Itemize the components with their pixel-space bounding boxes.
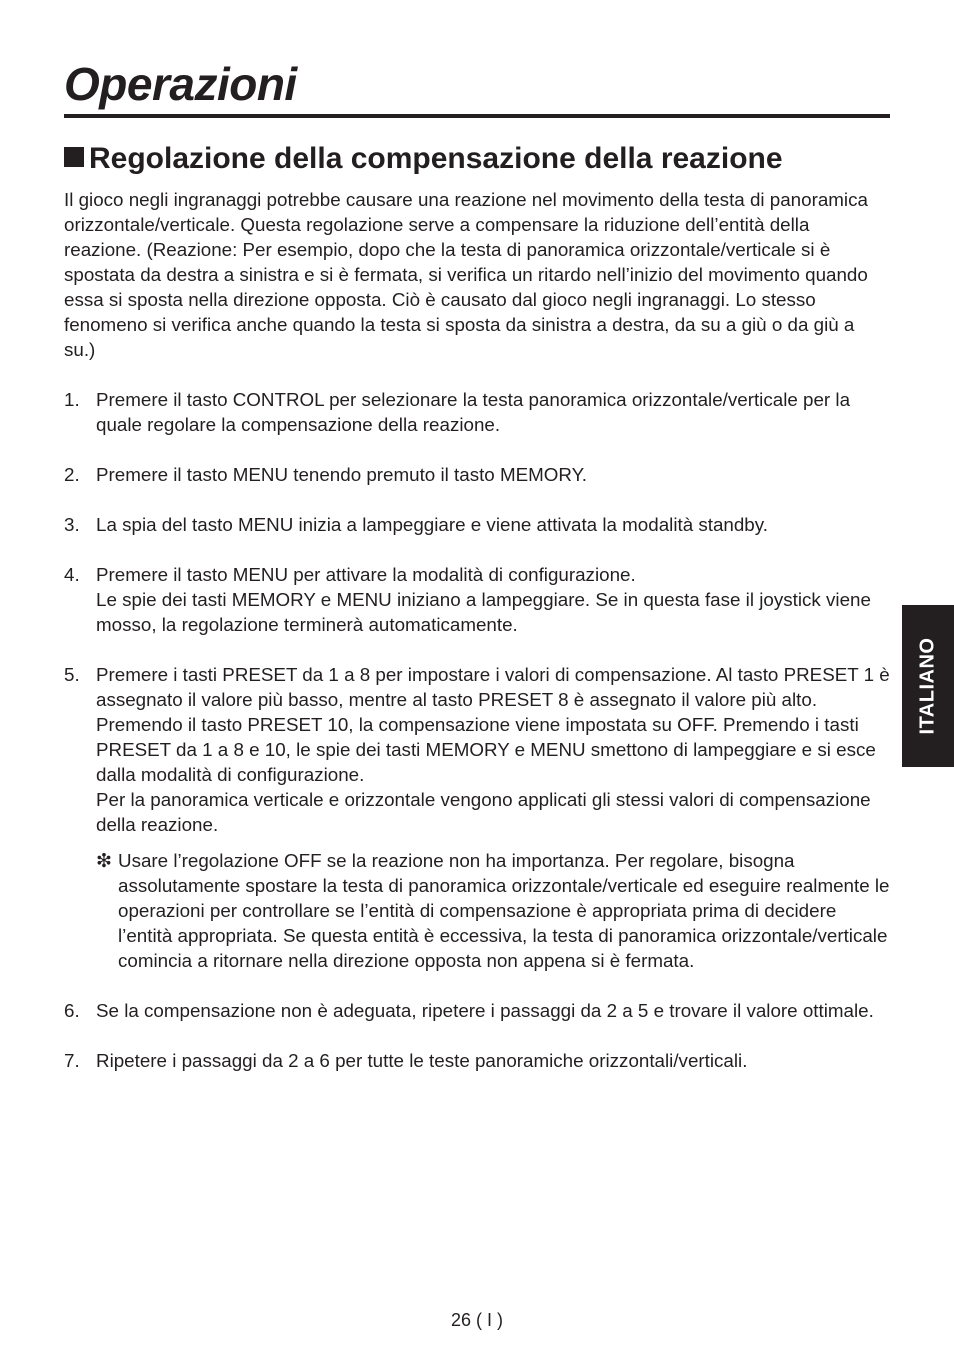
step-number: 7. [64, 1050, 80, 1071]
intro-paragraph: Il gioco negli ingranaggi potrebbe causare una reazione nel movimento della testa di panoramica orizzontale/verticale. Questa regolazione serve a compensare la riduzione dell’entità della reazione. (Reazione: Per esempio, dopo che la testa di panoramica orizzontale/verticale si è spostata da destra a sinistra e si è fermata, si verifica un ritardo nell’inizio del movimento quando essa si sposta nella direzione opposta. Ciò è causato dal gioco negli ingranaggi. Lo stesso fenomeno si verifica anche quando la testa si sposta da sinistra a destra, da su a giù o da giù a su.) [64, 189, 868, 360]
note-text: Usare l’regolazione OFF se la reazione non ha importanza. Per regolare, bisogna assolutamente spostare la testa di panoramica orizzontale/verticale ed eseguire realmente le operazioni per controllare se l’entità di compensazione è appropriata prima di decidere l’entità appropriata. Se questa entità è eccessiva, la testa di panoramica orizzontale/verticale comincia a ritornare nella direzione opposta non appena si è fermata. [118, 850, 890, 971]
section-heading-text: Regolazione della compensazione della reazione [89, 142, 783, 175]
square-bullet-icon [64, 147, 84, 167]
language-label: ITALIANO [916, 637, 939, 735]
step-text: Per la panoramica verticale e orizzontale vengono applicati gli stessi valori di compensazione della reazione. [96, 789, 871, 835]
title-rule [64, 114, 890, 118]
step-number: 1. [64, 389, 80, 410]
main-content [64, 187, 890, 1098]
section-heading [64, 139, 783, 179]
step-item [64, 998, 890, 1023]
step-text: Se la compensazione non è adeguata, ripetere i passaggi da 2 a 5 e trovare il valore ottimale. [96, 1000, 874, 1021]
step-number: 4. [64, 564, 80, 585]
step-text: Ripetere i passaggi da 2 a 6 per tutte le teste panoramiche orizzontali/verticali. [96, 1050, 748, 1071]
step-text: Premere il tasto CONTROL per selezionare la testa panoramica orizzontale/verticale per la quale regolare la compensazione della reazione. [96, 389, 851, 435]
step-text: Le spie dei tasti MEMORY e MENU iniziano a lampeggiare. Se in questa fase il joystick viene mosso, la regolazione terminerà automaticamente. [96, 589, 871, 635]
step-text: La spia del tasto MENU inizia a lampeggiare e viene attivata la modalità standby. [96, 514, 768, 535]
step-item [64, 387, 890, 437]
step-item [64, 1048, 890, 1073]
step-number: 5. [64, 664, 80, 685]
step-note [96, 848, 890, 973]
step-text: Premere il tasto MENU per attivare la modalità di configurazione. [96, 564, 636, 585]
step-item [64, 512, 890, 537]
steps-list [64, 387, 890, 1073]
step-number: 3. [64, 514, 80, 535]
page-number: 26 ( I ) [450, 1310, 503, 1330]
step-item [64, 562, 890, 637]
step-item [64, 462, 890, 487]
language-side-tab [902, 605, 954, 767]
page-title: Operazioni [64, 58, 297, 110]
step-number: 2. [64, 464, 80, 485]
note-asterisk-icon: ❇ [96, 850, 112, 871]
step-item [64, 662, 890, 973]
step-number: 6. [64, 1000, 80, 1021]
step-text: Premere il tasto MENU tenendo premuto il tasto MEMORY. [96, 464, 587, 485]
step-text: Premere i tasti PRESET da 1 a 8 per impostare i valori di compensazione. Al tasto PRESET 1 è assegnato il valore più basso, mentre al tasto PRESET 8 è assegnato il valore più alto. Premendo il tasto PRESET 10, la compensazione viene impostata su OFF. Premendo i tasti PRESET da 1 a 8 e 10, le spie dei tasti MEMORY e MENU smettono di lampeggiare e si esce dalla modalità di configurazione. [96, 664, 890, 785]
